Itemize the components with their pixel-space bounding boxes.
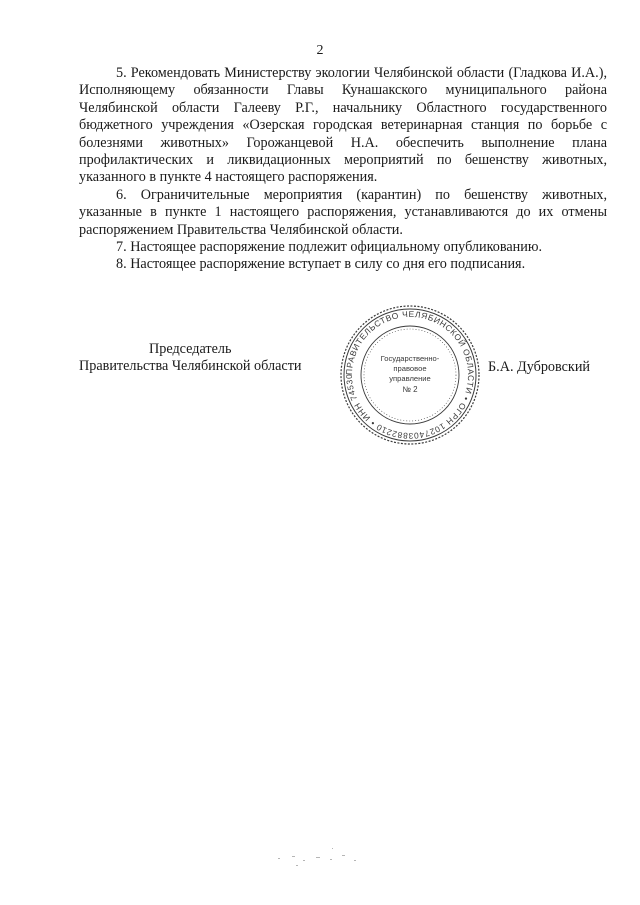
seal-outer-text: ПРАВИТЕЛЬСТВО ЧЕЛЯБИНСКОЙ ОБЛАСТИ • ОГРН 1027403882210 • ИНН 74530 [343,308,477,442]
paragraph-8: 8. Настоящее распоряжение вступает в силу со дня его подписания. [116,256,526,273]
paragraph-5: 5. Рекомендовать Министерству экологии Челябинской области (Гладкова И.А.), Исполняющему обязанности Главы Кунашакского муниципального района Челябинской области Галееву Р.Г., начальнику Областного государственного бюджетного учреждения «Озерская городская ветеринарная станция по борьбе с болезнями животных» Горожанцевой Н.А. обеспечить выполнение плана профилактических и ликвидационных мероприятий по бешенству животных, указанного в пункте 4 настоящего распоряжения. [79,65,607,186]
paragraph-7: 7. Настоящее распоряжение подлежит официальному опубликованию. [116,239,543,256]
signatory-title [79,341,301,376]
page-number: 2 [316,43,324,58]
signatory-title-line2: Правительства Челябинской области [79,358,302,375]
official-seal [339,304,481,446]
paragraph-6: 6. Ограничительные мероприятия (карантин) по бешенству животных, указанные в пункте 1 настоящего распоряжения, устанавливаются до их отмены распоряжением Правительства Челябинской области. [79,186,607,238]
seal-center-line2: правовое [393,364,427,373]
seal-center-line1: Государственно- [380,354,440,363]
scan-noise [272,848,382,868]
document-body [79,65,607,274]
signatory-title-line1: Председатель [149,341,232,357]
seal-center-line3: управление [389,374,431,383]
seal-center-line4: № 2 [402,385,418,394]
seal-graphic [339,304,481,446]
signatory-name: Б.А. Дубровский [488,359,591,375]
